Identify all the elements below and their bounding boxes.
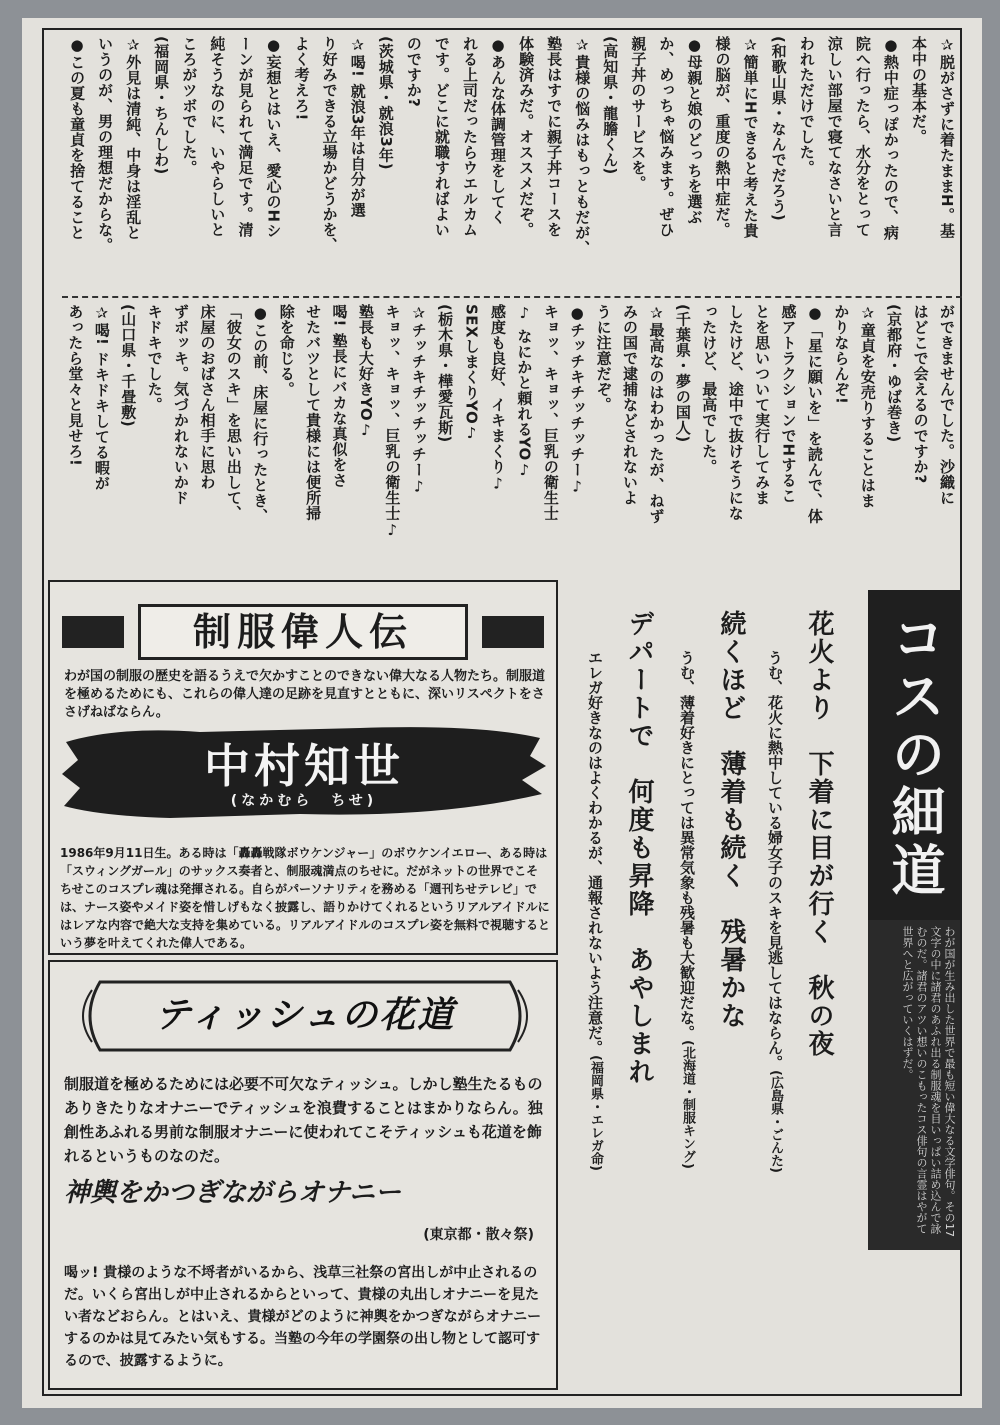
- letter-line: ●母親と娘のどっちを選ぶ: [685, 36, 704, 225]
- letter-line: したけど、途中で抜けそうにな: [726, 304, 745, 521]
- letter-line: ができませんでした。沙織に: [937, 304, 956, 506]
- tissue-title: ティッシュの花道: [154, 994, 456, 1036]
- letter-line: (千葉県・夢の国人): [673, 304, 692, 443]
- idol-name: 中村知世: [204, 739, 404, 793]
- letter-line: うに注意だぞ。: [594, 304, 613, 413]
- submission-author: (東京都・散々祭): [423, 1227, 534, 1243]
- letter-line: ✰最高なのはわかったが、ねず: [647, 304, 666, 524]
- letter-line: 「彼女のスキ」を思い出して、: [224, 304, 243, 521]
- letter-line: SEXしまくりYO♪: [462, 304, 481, 443]
- letter-line: (和歌山県・なんでだろう): [769, 36, 788, 222]
- letter-line: り好みできる立場かどうかを、: [320, 36, 339, 253]
- name-brush-banner: [60, 722, 548, 822]
- haiku-comment: うむ、花火に熱中している婦女子のスキを見逃してはならん。: [766, 650, 784, 1070]
- letter-line: ころがツボでした。: [180, 36, 199, 176]
- letter-line: 体験済みだ。オススメだぞ。: [517, 36, 536, 238]
- letter-line: キョッ、キョッ、巨乳の衛生士♪: [383, 304, 402, 540]
- letter-line: ずボッキ。気づかれないかド: [172, 304, 191, 506]
- haiku-comment-block: [676, 650, 698, 1270]
- letter-line: 院へ行ったら、水分をとって: [853, 36, 872, 238]
- letter-line: ✰チッチキチッチッチー♪: [409, 304, 428, 496]
- letter-line: か、めっちゃ悩みます。ぜひ: [657, 36, 676, 238]
- haiku-poem: [620, 610, 658, 1210]
- cos-panel: [868, 590, 960, 1240]
- haiku-text: 花火より 下着に目が行く 秋の夜: [804, 610, 834, 1058]
- letter-line: 純そうなのに、いやらしいと: [208, 36, 227, 238]
- haiku-comment-block: [584, 650, 606, 1270]
- letter-line: (茨城県・就浪3年): [376, 36, 395, 171]
- letter-line: よく考えろ!: [292, 36, 311, 121]
- letter-line: 喝! 塾長にバカな真似をさ: [330, 304, 349, 488]
- letter-line: 塾長はすでに親子丼コースを: [545, 36, 564, 238]
- letter-line: (福岡県・ちんしわ): [152, 36, 171, 175]
- cos-title: コスの細道: [868, 590, 960, 920]
- letter-line: ✰外見は清純、中身は淫乱と: [124, 36, 143, 241]
- letter-line: はどこで会えるのですか?: [911, 304, 930, 484]
- letter-line: (山口県・千畳敷): [119, 304, 138, 428]
- submission-reply: 喝ッ! 貴様のような不埒者がいるから、浅草三社祭の宮出しが中止されるのだ。いくら宮出しが中止されるからといって、貴様の丸出しオナニーを見たい者などおらん。とはいえ、貴様がどのように神輿をかつぎながらオナニーするのかは見てみたい気もする。当塾の今年の学園祭の出し物として認可するので、披露するように。: [64, 1265, 542, 1369]
- letter-line: ●妄想とはいえ、愛心のHシ: [264, 36, 283, 239]
- letter-line: とを思いついて実行してみま: [753, 304, 772, 506]
- letter-line: われただけでした。: [797, 36, 816, 176]
- letter-line: あったら堂々と見せろ!: [66, 304, 85, 467]
- tissue-box: [48, 960, 558, 1390]
- letter-line: ●熱中症っぽかったので、病: [881, 36, 900, 241]
- letter-line: (栃木県・樺愛瓦斯): [436, 304, 455, 443]
- letter-line: かりならんぞ!: [832, 304, 851, 405]
- letter-line: ✰喝! ドキドキしてる暇が: [92, 304, 111, 491]
- tissue-intro: 制服道を極めるためには必要不可欠なティッシュ。しかし塾生たるものありきたりなオナニーでティッシュを浪費することはまかりならん。独創性あふれる男前な制服オナニーに使われてこそティッシュも花道を飾れるというものなのだ。: [64, 1075, 543, 1165]
- letter-line: (京都府・ゆば巻き): [885, 304, 904, 443]
- idol-name-reading: (なかむら ちせ): [230, 793, 378, 809]
- letter-line: ●この前、床屋に行ったとき、: [251, 304, 270, 524]
- letter-line: キョッ、キョッ、巨乳の衛生士: [541, 304, 560, 521]
- letter-line: 感度も良好、イキまくり♪: [488, 304, 507, 493]
- letter-line: 本中の基本だ。: [909, 36, 928, 145]
- letter-line: いうのが、男の理想だからな。: [96, 36, 115, 253]
- letter-line: 塾長も大好きYO♪: [356, 304, 375, 440]
- haiku-author: (広島県・ごんた): [768, 1070, 783, 1173]
- letter-line: ✰簡単にHできると考えた貴: [741, 36, 760, 239]
- letter-line: 床屋のおばさん相手に思わ: [198, 304, 217, 490]
- letter-line: (高知県・龍膽くん): [601, 36, 620, 175]
- letter-line: 除を命じる。: [277, 304, 296, 397]
- letter-line: ●あんな体調管理をしてく: [489, 36, 507, 225]
- haiku-author: (福岡県・エレガ命): [588, 1055, 603, 1171]
- letter-line: ✰喝! 就浪3年は自分が選: [348, 36, 367, 218]
- haiku-comment: エレガ好きなのはよくわかるが、通報されないよう注意だ。: [586, 650, 604, 1055]
- letter-line: 親子丼のサービスを。: [629, 36, 648, 191]
- ijinden-intro: わが国の制服の歴史を語るうえで欠かすことのできない偉大なる人物たち。制服道を極めるためにも、これらの偉人達の足跡を見直すとともに、深いリスペクトをささげねばならん。: [64, 669, 546, 720]
- letter-line: ったけど、最高でした。: [700, 304, 719, 475]
- letter-line: れる上司だったらウエルカム: [460, 36, 479, 238]
- ijinden-box: [48, 580, 558, 955]
- letter-line: みの国で逮捕などされないよ: [621, 304, 640, 506]
- haiku-text: デパートで 何度も昇降 あやしまれ: [624, 610, 654, 1086]
- haiku-text: 続くほど 薄着も続く 残暑かな: [716, 610, 746, 1030]
- letter-line: のですか?: [404, 36, 423, 108]
- row-divider: [62, 296, 962, 298]
- letter-line: ●チッチキチッチッチー♪: [568, 304, 587, 496]
- haiku-author: (北海道・制服キング): [680, 1040, 695, 1169]
- haiku-poem: [712, 610, 750, 1210]
- ijinden-title: 制服偉人伝: [138, 604, 468, 660]
- letter-line: ✰貴様の悩みはもっともだが、: [573, 36, 592, 256]
- letter-line: ✰童貞を安売りすることはま: [858, 304, 877, 509]
- haiku-poem: [800, 610, 838, 1210]
- title-bar-left: [62, 616, 124, 648]
- submission-title: 神輿をかつぎながらオナニー: [64, 1178, 401, 1208]
- letter-line: ーンが見られて満足です。清: [236, 36, 255, 238]
- idol-bio: 1986年9月11日生。ある時は「轟轟戦隊ボウケンジャー」のボウケンイエロー、ある時は「スウィングガール」のサックス奏者と、制服魂満点のちせに。だがネットの世界でこそちせこのコスプレ魂は発揮される。自らがパーソナリティを務める「週刊ちせテレビ」では、ナース姿やメイド姿を惜しげもなく披露し、語りかけてくれるというリアルアイドルにはレアな内容で絶大な支持を集めている。リアルアイドルのコスプレ姿を無料で視聴するという夢を叶えてくれた偉人である。: [60, 846, 550, 950]
- letter-line: ♪ なにかと頼れるYO♪: [515, 304, 534, 480]
- cos-description: わが国が生み出した世界で最も短い偉大なる文学俳句。その17文字の中に諸君のあふれ出る制服魂を目いっぱい詰め込んで詠むのだ。諸君のアツい想いのこもったコス俳句の言霊はやがて世界へと広がっていくはずだ。: [868, 920, 960, 1250]
- haiku-comment-block: [764, 650, 786, 1270]
- title-bar-right: [482, 616, 544, 648]
- haiku-comment: うむ、薄着好きにとっては異常気象も残暑も大歓迎だな。: [678, 650, 696, 1040]
- letter-line: ●この夏も童貞を捨てること: [68, 36, 87, 241]
- letter-line: ●「星に願いを」を読んで、体: [805, 304, 824, 524]
- letter-line: 様の脳が、重度の熱中症だ。: [713, 36, 732, 238]
- letter-line: せたバツとして貴様には便所掃: [304, 304, 323, 521]
- letter-line: 感アトラクションでHするこ: [779, 304, 798, 504]
- letter-line: キドキでした。: [145, 304, 164, 413]
- letter-line: です。どこに就職すればよい: [432, 36, 451, 238]
- letter-line: ✰脱がさずに着たままH。基: [938, 36, 956, 239]
- letter-line: 涼しい部屋で寝てなさいと言: [825, 36, 844, 238]
- ijinden-title-band: [62, 602, 546, 662]
